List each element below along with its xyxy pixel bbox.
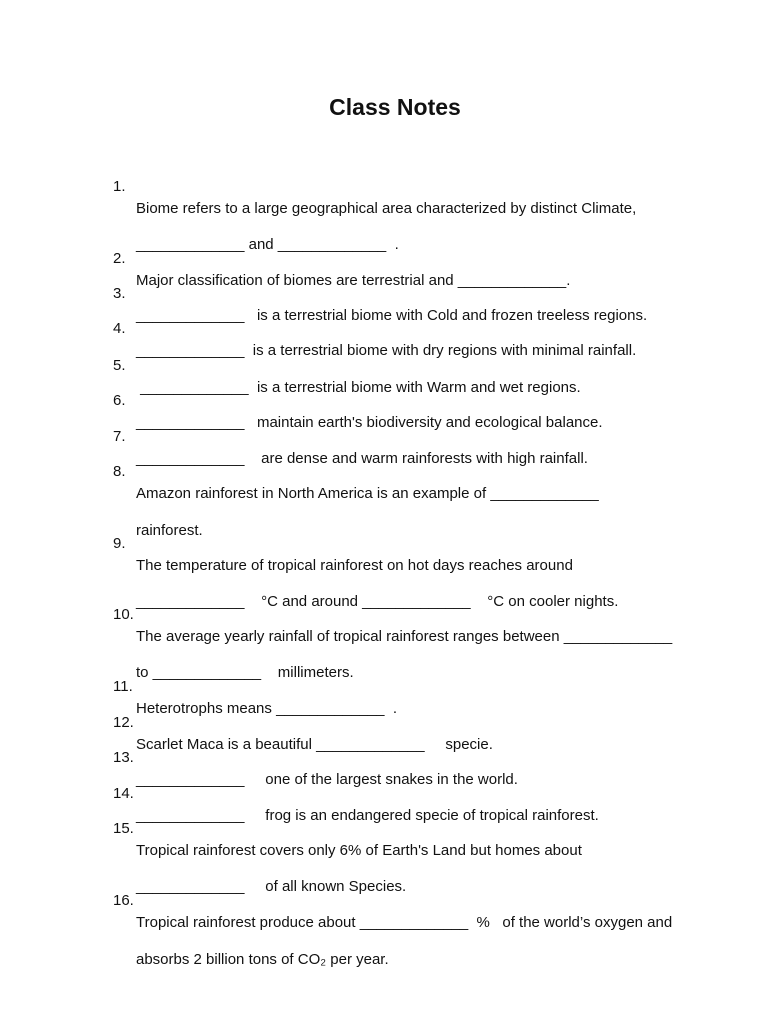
question-number: 10. <box>113 606 134 623</box>
question-line <box>0 368 768 431</box>
question-number: 12. <box>113 714 134 731</box>
question-number: 6. <box>113 392 126 409</box>
question-text: Biome refers to a large geographical area characterized by distinct Climate, <box>136 200 637 217</box>
question-text: _____________ one of the largest snakes in the world. <box>136 771 518 788</box>
question-line <box>0 404 768 467</box>
question-text: Scarlet Maca is a beautiful _____________ specie. <box>136 736 493 753</box>
question-line <box>0 547 768 610</box>
question-number: 5. <box>113 357 126 374</box>
question-number: 4. <box>113 320 126 337</box>
question-text: _____________ is a terrestrial biome with dry regions with minimal rainfall. <box>136 342 637 359</box>
question-line <box>0 333 768 396</box>
question-text: _____________ °C and around _____________ °C on cooler nights. <box>136 593 619 610</box>
question-line <box>0 261 768 324</box>
question-line <box>0 690 768 753</box>
question-number: 8. <box>113 463 126 480</box>
question-line <box>0 190 768 253</box>
question-line <box>0 511 768 574</box>
question-text: _____________ frog is an endangered specie of tropical rainforest. <box>136 807 599 824</box>
question-line <box>0 868 768 931</box>
question-text: _____________ of all known Species. <box>136 878 407 895</box>
question-text: rainforest. <box>136 522 203 539</box>
question-number: 16. <box>113 892 134 909</box>
question-text: Tropical rainforest covers only 6% of Earth's Land but homes about <box>136 842 582 859</box>
question-text: _____________ is a terrestrial biome with Warm and wet regions. <box>136 379 581 396</box>
question-text: Major classification of biomes are terrestrial and _____________. <box>136 272 571 289</box>
question-number: 11. <box>113 678 133 695</box>
question-line <box>0 582 768 645</box>
question-text: The average yearly rainfall of tropical rainforest ranges between _____________ <box>136 628 673 645</box>
question-text: _____________ and _____________ . <box>136 236 399 253</box>
question-text: absorbs 2 billion tons of CO₂ per year. <box>136 951 389 968</box>
question-number: 15. <box>113 820 134 837</box>
question-line <box>0 654 768 717</box>
question-line <box>0 905 768 968</box>
question-text: _____________ is a terrestrial biome with Cold and frozen treeless regions. <box>136 307 648 324</box>
question-number: 3. <box>113 285 126 302</box>
page-title: Class Notes <box>329 94 461 120</box>
question-text: Tropical rainforest produce about _____________ % of the world’s oxygen and <box>136 914 673 931</box>
question-number: 1. <box>113 178 126 195</box>
question-text: to _____________ millimeters. <box>136 664 354 681</box>
question-line <box>0 154 768 217</box>
question-line <box>0 618 768 681</box>
question-text: Heterotrophs means _____________ . <box>136 700 398 717</box>
question-number: 13. <box>113 749 134 766</box>
question-number: 2. <box>113 250 126 267</box>
question-line <box>0 832 768 895</box>
question-number: 7. <box>113 428 126 445</box>
question-text: Amazon rainforest in North America is an example of _____________ <box>136 485 599 502</box>
question-line <box>0 725 768 788</box>
question-text: _____________ maintain earth's biodiversity and ecological balance. <box>136 414 603 431</box>
question-text: The temperature of tropical rainforest on hot days reaches around <box>136 557 573 574</box>
question-line <box>0 439 768 502</box>
question-line <box>0 761 768 824</box>
question-text: _____________ are dense and warm rainforests with high rainfall. <box>136 450 588 467</box>
question-number: 14. <box>113 785 134 802</box>
question-line <box>0 226 768 289</box>
question-line <box>0 476 768 539</box>
question-line <box>0 296 768 359</box>
question-line <box>0 796 768 859</box>
question-number: 9. <box>113 535 126 552</box>
